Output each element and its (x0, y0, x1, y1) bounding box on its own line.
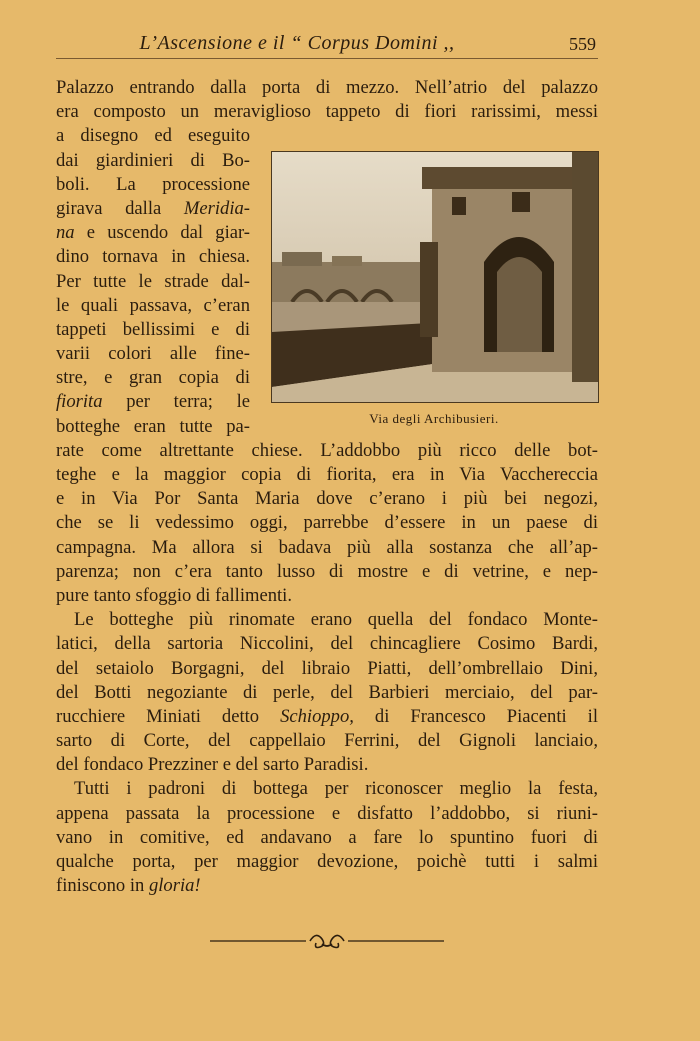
text-line: teghe e la maggior copia di fiorita, era in Via Vacchereccia (56, 464, 598, 485)
page-number: 559 (569, 34, 596, 54)
text-line: del Botti negoziante di perle, del Barbieri merciaio, del par- (56, 681, 598, 703)
text-line: Per tutte le strade dal- (56, 270, 250, 292)
text-line: era composto un meraviglioso tappeto di fiori rarissimi, messi (56, 101, 598, 123)
text-line: boli. La processione (56, 173, 250, 195)
text-line: appena passata la processione e disfatto l’addobbo, si riuni- (56, 802, 598, 824)
photo-figure (271, 151, 599, 403)
text-line: sarto di Corte, del cappellaio Ferrini, del Gignoli lanciaio, (56, 730, 598, 752)
text-line: rate come altrettante chiese. L’addobbo più ricco delle bot- (56, 439, 598, 461)
photo-icon (272, 152, 598, 402)
text-line: Le botteghe più rinomate erano quella del fondaco Monte- (74, 609, 598, 631)
text-line: e in Via Por Santa Maria dove c’erano i più bei negozi, (56, 488, 598, 510)
text-line: Tutti i padroni di bottega per riconoscer meglio la festa, (74, 778, 598, 800)
text-line: latici, della sartoria Niccolini, del chincagliere Cosimo Bardi, (56, 633, 598, 655)
text-line: che se li vedessimo oggi, parrebbe d’essere in un paese di (56, 512, 598, 534)
running-title: L’Ascensione e il “ Corpus Domini ,, (139, 32, 455, 54)
wrapped-text-column (56, 124, 250, 438)
text-line: botteghe eran tutte pa- (56, 415, 250, 437)
text-line: na e uscendo dal giar- (56, 222, 250, 244)
text-line: campagna. Ma allora si badava più alla sostanza che all’ap- (56, 536, 598, 558)
text-line: del setaiolo Borgagni, del libraio Piatti, dell’ombrellaio Dini, (56, 657, 598, 679)
text-line: stre, e gran copia di (56, 367, 250, 389)
text-line: Palazzo entrando dalla porta di mezzo. Nell’atrio del palazzo (56, 77, 598, 98)
figure-caption: Via degli Archibusieri. (369, 411, 499, 426)
text-line: rucchiere Miniati detto Schioppo, di Francesco Piacenti il (56, 705, 598, 727)
text-line: fiorita per terra; le (56, 391, 250, 413)
text-line: vano in comitive, ed andavano a fare lo spuntino fuori di (56, 826, 598, 848)
text-line: pure tanto sfoggio di fallimenti. (56, 584, 292, 606)
text-line: dai giardinieri di Bo- (56, 149, 250, 171)
text-line: varii colori alle fine- (56, 343, 250, 365)
running-head (56, 30, 598, 59)
text-line: tappeti bellissimi e di (56, 318, 250, 340)
text-line: finiscono in gloria! (56, 875, 201, 897)
fleuron-icon (210, 928, 444, 952)
text-line: del fondaco Prezziner e del sarto Paradisi. (56, 754, 369, 776)
text-line: le quali passava, c’eran (56, 294, 250, 316)
text-line: dino tornava in chiesa. (56, 246, 250, 268)
text-line: girava dalla Meridia- (56, 197, 250, 219)
text-line: qualche porta, per maggior devozione, poichè tutti i salmi (56, 851, 598, 872)
text-line: parenza; non c’era tanto lusso di mostre e di vetrine, e nep- (56, 560, 598, 582)
text-line: a disegno ed eseguito (56, 125, 250, 147)
